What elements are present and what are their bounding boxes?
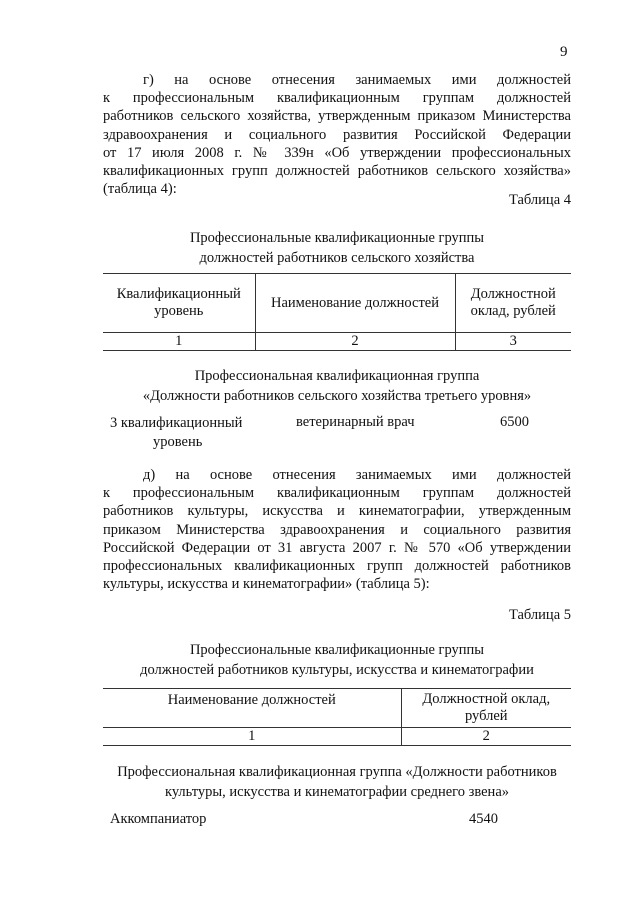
table5-title bbox=[103, 640, 571, 680]
paragraph-line: от 17 июля 2008 г. № 339н «Об утверждении профессиональных bbox=[103, 144, 571, 161]
table4-title-line1: Профессиональные квалификационные группы bbox=[189, 230, 485, 246]
table4-header-level bbox=[103, 274, 255, 333]
table5-label: Таблица 5 bbox=[508, 607, 571, 623]
table5-row-salary: 4540 bbox=[469, 811, 498, 827]
group-title-line: «Должности работников сельского хозяйства третьего уровня» bbox=[142, 388, 532, 404]
table5-header-salary bbox=[401, 689, 571, 728]
level-text: уровень bbox=[153, 434, 203, 450]
paragraph-line: работников культуры, искусства и кинематографии, утвержденным bbox=[103, 503, 571, 520]
paragraph-line: квалификационных групп должностей работников сельского хозяйства» bbox=[103, 163, 571, 180]
paragraph-line: к профессиональным квалификационным группам должностей bbox=[103, 485, 571, 502]
table4-title bbox=[103, 228, 571, 268]
table4-col-number: 1 bbox=[103, 333, 255, 351]
table5-col-number: 1 bbox=[103, 728, 401, 746]
group-title-line: Профессиональная квалификационная группа bbox=[194, 368, 480, 384]
table4-col-number: 3 bbox=[455, 333, 571, 351]
table4-row-salary: 6500 bbox=[500, 414, 529, 430]
table5-title-line2: должностей работников культуры, искусства и кинематографии bbox=[140, 662, 534, 678]
paragraph-g bbox=[103, 71, 571, 198]
level-text: 3 квалификационный bbox=[110, 415, 243, 431]
header-text: Должностной bbox=[470, 286, 556, 302]
paragraph-line: (таблица 4): bbox=[103, 181, 177, 198]
table5-col-number: 2 bbox=[401, 728, 571, 746]
header-text: Квалификационный bbox=[116, 286, 241, 302]
paragraph-d bbox=[103, 466, 571, 593]
table4-group-title bbox=[103, 366, 571, 406]
header-text: оклад, рублей bbox=[470, 303, 556, 319]
table5-grid bbox=[103, 688, 571, 746]
paragraph-line: к профессиональным квалификационным группам должностей bbox=[103, 90, 571, 107]
table4-row-position: ветеринарный врач bbox=[296, 414, 415, 430]
table5-group-title bbox=[95, 762, 579, 802]
group-title-line: культуры, искусства и кинематографии среднего звена» bbox=[164, 784, 510, 800]
header-text: уровень bbox=[154, 303, 204, 319]
table5-row-position: Аккомпаниатор bbox=[110, 811, 207, 827]
table5-title-line1: Профессиональные квалификационные группы bbox=[189, 642, 485, 658]
paragraph-line: здравоохранения и социального развития Российской Федерации bbox=[103, 126, 571, 143]
table4-label: Таблица 4 bbox=[508, 192, 571, 208]
table4-header-salary bbox=[455, 274, 571, 333]
table4-header-position: Наименование должностей bbox=[255, 274, 455, 333]
paragraph-line: г) на основе отнесения занимаемых ими должностей bbox=[143, 72, 571, 88]
page-number: 9 bbox=[560, 44, 568, 60]
paragraph-line: приказом Министерства здравоохранения и социального развития bbox=[103, 521, 571, 538]
header-text: Должностной оклад, bbox=[422, 691, 551, 707]
paragraph-line: д) на основе отнесения занимаемых ими должностей bbox=[143, 467, 571, 483]
table4-col-number: 2 bbox=[255, 333, 455, 351]
table4-title-line2: должностей работников сельского хозяйства bbox=[199, 250, 475, 266]
paragraph-line: работников сельского хозяйства, утвержденным приказом Министерства bbox=[103, 108, 571, 125]
paragraph-line: Российской Федерации от 31 августа 2007 г. № 570 «Об утверждении bbox=[103, 539, 571, 556]
header-text: рублей bbox=[464, 708, 508, 724]
paragraph-line: культуры, искусства и кинематографии» (таблица 5): bbox=[103, 576, 430, 593]
table5-header-position: Наименование должностей bbox=[103, 689, 401, 728]
table4-grid bbox=[103, 273, 571, 351]
group-title-line: Профессиональная квалификационная группа «Должности работников bbox=[117, 764, 557, 780]
paragraph-line: профессиональных квалификационных групп должностей работников bbox=[103, 558, 571, 575]
table4-row-level bbox=[110, 414, 242, 452]
